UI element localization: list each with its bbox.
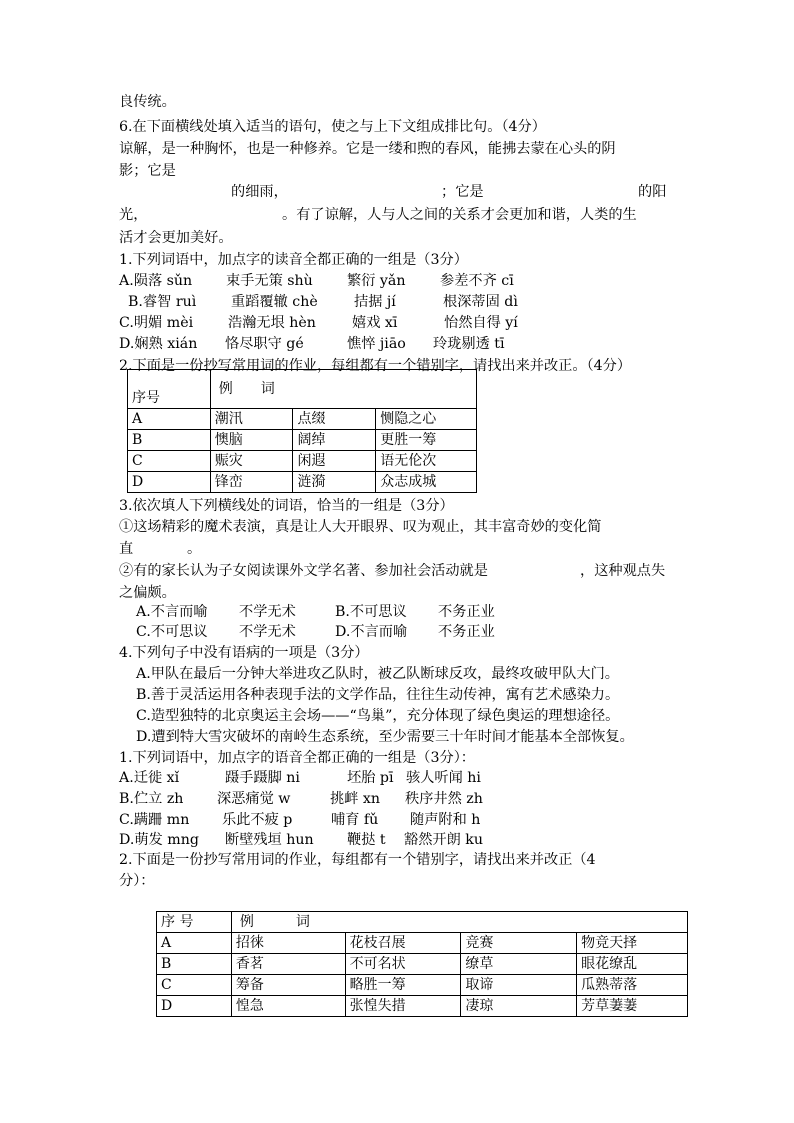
option-text: 深恶痛觉 w xyxy=(217,791,291,807)
table-cell: C xyxy=(157,975,232,996)
option-text: A.不言而喻 xyxy=(136,604,208,620)
table-cell: C xyxy=(128,451,211,472)
text-line: 良传统。 xyxy=(119,94,176,110)
option-text: 不务正业 xyxy=(438,624,495,640)
table-row xyxy=(128,472,477,493)
question-2b-title: 2.下面是一份抄写常用词的作业，每组都有一个错别字，请找出来并改正（4 xyxy=(119,852,596,868)
table-cell: 花枝召展 xyxy=(345,933,461,954)
option-text: D.遭到特大雪灾破坏的南岭生态系统，至少需要三十年时间才能基本全部恢复。 xyxy=(136,729,634,745)
table-cell: B xyxy=(157,954,232,975)
text-line: 。有了谅解，人与人之间的关系才会更加和谐，人类的生 xyxy=(282,207,637,223)
option-text: D.娴熟 xián xyxy=(119,336,198,352)
table-cell: A xyxy=(157,933,232,954)
table-cell: 缭草 xyxy=(461,954,577,975)
table-cell: 涟漪 xyxy=(293,472,376,493)
text-line: 的阳 xyxy=(638,184,667,200)
text-line: 。 xyxy=(187,541,202,557)
option-text: 浩瀚无垠 hèn xyxy=(228,315,316,331)
table-cell: 懊脑 xyxy=(210,430,293,451)
table-row xyxy=(157,933,688,954)
text-line: ，这种观点失 xyxy=(580,563,666,579)
table-cell: 点缀 xyxy=(293,409,376,430)
table-cell: 张惶失措 xyxy=(345,996,461,1017)
q3-option-row xyxy=(0,602,794,622)
option-text: 根深蒂固 dì xyxy=(443,294,518,310)
table-header-cell: 例 词 xyxy=(231,912,687,933)
option-text: 参差不齐 cī xyxy=(440,273,514,289)
option-text: 鞭挞 t xyxy=(347,832,386,848)
table-header-cell: 序号 xyxy=(128,370,211,409)
table-row xyxy=(157,954,688,975)
table-cell: 不可名状 xyxy=(345,954,461,975)
word-table-2 xyxy=(156,911,688,1017)
table-cell: 取谛 xyxy=(461,975,577,996)
question-1b-title: 1.下列词语中，加点字的语音全都正确的一组是（3分）： xyxy=(119,750,475,766)
option-text: 不务正业 xyxy=(438,604,495,620)
option-text: D.萌发 mng xyxy=(119,832,199,848)
option-text: 不学无术 xyxy=(239,604,296,620)
table-row xyxy=(128,451,477,472)
option-text: 怡然自得 yí xyxy=(444,315,518,331)
table-row xyxy=(128,430,477,451)
option-text: 嬉戏 xī xyxy=(352,315,398,331)
text-line: ②有的家长认为子女阅读课外文学名著、参加社会活动就是 xyxy=(119,563,488,579)
table-cell: B xyxy=(128,430,211,451)
option-text: 蹑手蹑脚 ni xyxy=(225,770,300,786)
table-cell: 瓜熟蒂落 xyxy=(577,975,688,996)
option-text: D.不言而喻 xyxy=(335,624,408,640)
table-cell: 闲遐 xyxy=(293,451,376,472)
option-text: 秩序井然 zh xyxy=(405,791,483,807)
table-cell: D xyxy=(128,472,211,493)
table-header-cell: 例 词 xyxy=(210,370,476,409)
table-cell: 潮汛 xyxy=(210,409,293,430)
table-cell: 赈灾 xyxy=(210,451,293,472)
table-cell: 众志成城 xyxy=(376,472,477,493)
table-cell: A xyxy=(128,409,211,430)
option-text: A.甲队在最后一分钟大举进攻乙队时，被乙队断球反攻，最终攻破甲队大门。 xyxy=(136,666,619,682)
option-text: 随声附和 h xyxy=(410,812,481,828)
option-text: C.不可思议 xyxy=(136,624,208,640)
table-cell: 眼花缭乱 xyxy=(577,954,688,975)
text-line: 活才会更加美好。 xyxy=(119,230,233,246)
table-header-cell: 序 号 xyxy=(157,912,232,933)
option-text: A.陨落 sǔn xyxy=(119,273,193,289)
option-text: B.伫立 zh xyxy=(119,791,184,807)
text-line: 谅解，是一种胸怀，也是一种修养。它是一缕和煦的春风，能拂去蒙在心头的阴 xyxy=(119,141,616,157)
text-line: ；它是 xyxy=(441,184,484,200)
q1b-option-row xyxy=(0,810,794,830)
option-text: C.蹒跚 mn xyxy=(119,812,190,828)
table-row xyxy=(157,996,688,1017)
text-line: 直 xyxy=(119,541,134,557)
table-cell: 略胜一筹 xyxy=(345,975,461,996)
table-cell: 阔绰 xyxy=(293,430,376,451)
table-cell: 筹备 xyxy=(231,975,345,996)
table-cell: 凄琼 xyxy=(461,996,577,1017)
q1b-option-row xyxy=(0,830,794,850)
option-text: 恪尽职守 gé xyxy=(225,336,304,352)
table-header-row xyxy=(157,912,688,933)
text-line: ①这场精彩的魔术表演，真是让人大开眼界、叹为观止，其丰富奇妙的变化简 xyxy=(119,519,602,535)
option-text: 豁然开朗 ku xyxy=(404,832,483,848)
text-line: 之偏颇。 xyxy=(119,585,176,601)
q1-option-row xyxy=(0,334,794,354)
option-text: B.睿智 ruì xyxy=(128,294,197,310)
table-cell: 语无伦次 xyxy=(376,451,477,472)
q1b-option-row xyxy=(0,789,794,809)
option-text: C.造型独特的北京奥运主会场——“鸟巢”，充分体现了绿色奥运的理想途径。 xyxy=(136,708,620,724)
table-cell: 香茗 xyxy=(231,954,345,975)
table-cell: 恻隐之心 xyxy=(376,409,477,430)
option-text: 憔悴 jiāo xyxy=(347,336,406,352)
option-text: 不学无术 xyxy=(239,624,296,640)
option-text: 玲珑剔透 tī xyxy=(433,336,505,352)
table-cell: 招徕 xyxy=(231,933,345,954)
option-text: 拮据 jí xyxy=(354,294,396,310)
word-table xyxy=(127,369,477,493)
option-text: 乐此不疲 p xyxy=(222,812,293,828)
q1-option-row xyxy=(0,292,794,312)
question-1-title: 1.下列词语中，加点字的读音全都正确的一组是（3分） xyxy=(119,252,468,268)
table-cell: 更胜一筹 xyxy=(376,430,477,451)
question-2-title: 2.下面是一份抄写常用词的作业，每组都有一个错别字，请找出来并改正。（4分） xyxy=(119,358,632,374)
table-header-row xyxy=(128,370,477,409)
option-text: 束手无策 shù xyxy=(226,273,313,289)
q1b-option-row xyxy=(0,768,794,788)
text-line: 的细雨， xyxy=(231,184,288,200)
option-text: B.善于灵活运用各种表现手法的文学作品，往往生动传神，寓有艺术感染力。 xyxy=(136,687,620,703)
option-text: 骇人听闻 hi xyxy=(406,770,481,786)
question-6-title: 6.在下面横线处填入适当的语句，使之与上下文组成排比句。（4分） xyxy=(119,119,546,135)
table-cell: D xyxy=(157,996,232,1017)
question-3-title: 3.依次填人下列横线处的词语，恰当的一组是（3分） xyxy=(119,498,454,514)
option-text: 重蹈覆辙 chè xyxy=(231,294,318,310)
text-line: 影；它是 xyxy=(119,163,176,179)
option-text: C.明媚 mèi xyxy=(119,315,194,331)
option-text: 哺育 fǔ xyxy=(331,812,379,828)
table-cell: 竞赛 xyxy=(461,933,577,954)
option-text: 断壁残垣 hun xyxy=(225,832,314,848)
option-text: 繁衍 yǎn xyxy=(347,273,406,289)
option-text: 挑衅 xn xyxy=(330,791,381,807)
table-row xyxy=(128,409,477,430)
q1-option-row xyxy=(0,271,794,291)
question-2b-title: 分）： xyxy=(119,873,155,889)
table-cell: 芳草萋萋 xyxy=(577,996,688,1017)
text-line: 光， xyxy=(119,207,148,223)
q1-option-row xyxy=(0,313,794,333)
table-cell: 惶急 xyxy=(231,996,345,1017)
table-row xyxy=(157,975,688,996)
option-text: B.不可思议 xyxy=(335,604,407,620)
question-4-title: 4.下列句子中没有语病的一项是（3分） xyxy=(119,645,369,661)
option-text: A.迁徙 xǐ xyxy=(119,770,180,786)
option-text: 坯胎 pī xyxy=(347,770,394,786)
q3-option-row xyxy=(0,622,794,642)
table-cell: 物竞天择 xyxy=(577,933,688,954)
table-cell: 锋峦 xyxy=(210,472,293,493)
